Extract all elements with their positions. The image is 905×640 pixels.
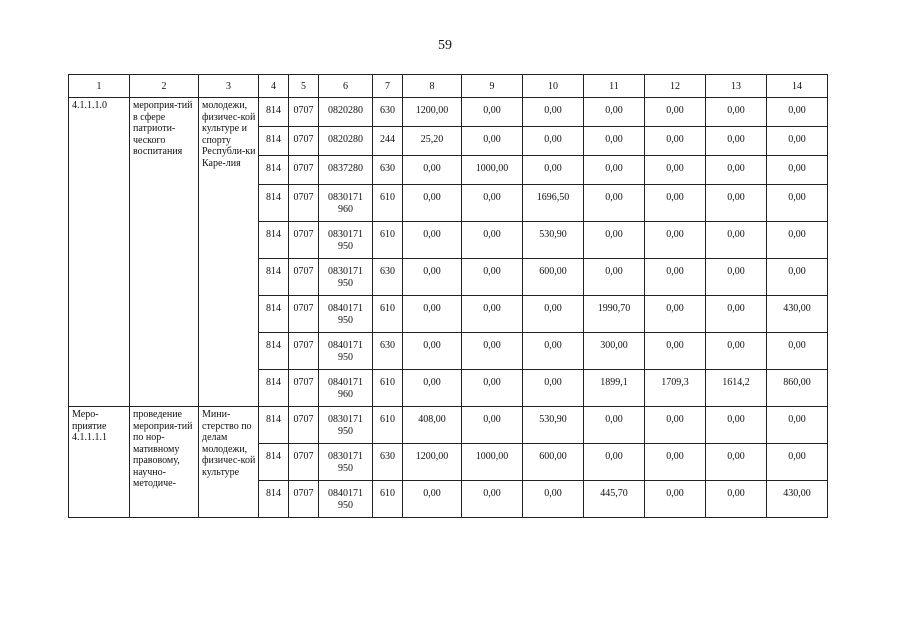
cell-value: 1200,00	[415, 451, 449, 462]
cell-value: 0707	[293, 134, 314, 145]
amount-cell	[584, 156, 645, 185]
cell-value: 0,00	[788, 134, 806, 145]
cell-value: 0,00	[423, 229, 441, 240]
amount-cell	[523, 333, 584, 370]
amount-cell	[767, 259, 828, 296]
code-cell	[373, 222, 403, 259]
cell-value: 0,00	[727, 414, 745, 425]
cell-value: 0,00	[483, 105, 501, 116]
code-cell	[373, 333, 403, 370]
cell-value: 814	[266, 488, 281, 499]
code-cell	[373, 98, 403, 127]
cell-value: 0707	[293, 414, 314, 425]
cell-value: 0,00	[666, 451, 684, 462]
cell-value: 814	[266, 340, 281, 351]
code-cell	[319, 444, 373, 481]
cell-value: 0,00	[788, 451, 806, 462]
cell-value: 0,00	[605, 134, 623, 145]
code-cell	[289, 333, 319, 370]
cell-value: 25,20	[420, 134, 444, 145]
code-cell	[373, 370, 403, 407]
code-cell	[259, 296, 289, 333]
code-cell	[319, 296, 373, 333]
code-cell	[319, 259, 373, 296]
header-row	[69, 75, 828, 98]
cell-value: 814	[266, 451, 281, 462]
amount-cell	[706, 407, 767, 444]
amount-cell	[706, 156, 767, 185]
cell-value: 530,90	[539, 414, 567, 425]
cell-value: 0830171 950	[328, 451, 363, 474]
code-cell	[319, 222, 373, 259]
code-cell	[259, 185, 289, 222]
amount-cell	[767, 98, 828, 127]
amount-cell	[462, 98, 523, 127]
cell-value: 610	[380, 192, 395, 203]
code-cell	[289, 156, 319, 185]
amount-cell	[645, 444, 706, 481]
amount-cell	[403, 259, 462, 296]
amount-cell	[645, 370, 706, 407]
table-row	[69, 407, 828, 444]
cell-value: 0,00	[666, 340, 684, 351]
cell-value: 0,00	[483, 266, 501, 277]
cell-value: 0840171 950	[328, 488, 363, 511]
amount-cell	[645, 259, 706, 296]
cell-value: 0,00	[483, 488, 501, 499]
amount-cell	[584, 222, 645, 259]
responsible-cell: молодежи, физичес-кой культуре и спорту Республи-ки Каре-лия	[199, 98, 259, 407]
amount-cell	[706, 185, 767, 222]
amount-cell	[523, 407, 584, 444]
amount-cell	[645, 127, 706, 156]
cell-value: 0,00	[727, 192, 745, 203]
code-cell	[289, 127, 319, 156]
amount-cell	[584, 185, 645, 222]
code-cell	[319, 185, 373, 222]
cell-value: 630	[380, 266, 395, 277]
cell-value: 600,00	[539, 266, 567, 277]
code-cell	[259, 407, 289, 444]
cell-value: 430,00	[783, 303, 811, 314]
cell-value: 630	[380, 105, 395, 116]
cell-value: 630	[380, 163, 395, 174]
amount-cell	[645, 222, 706, 259]
cell-value: 860,00	[783, 377, 811, 388]
cell-value: 814	[266, 105, 281, 116]
code-cell	[289, 259, 319, 296]
amount-cell	[584, 98, 645, 127]
column-header: 4	[259, 75, 289, 98]
activity-name-cell: проведение мероприя-тий по нор-мативному правовому, научно-методиче-	[130, 407, 199, 518]
cell-value: 0,00	[605, 105, 623, 116]
cell-value: 0,00	[788, 105, 806, 116]
cell-value: 0,00	[788, 266, 806, 277]
cell-value: 610	[380, 229, 395, 240]
cell-value: 0,00	[605, 414, 623, 425]
cell-value: 1990,70	[597, 303, 631, 314]
amount-cell	[403, 222, 462, 259]
cell-value: 0830171 950	[328, 414, 363, 437]
amount-cell	[706, 259, 767, 296]
cell-value: 814	[266, 266, 281, 277]
amount-cell	[403, 185, 462, 222]
column-header: 9	[462, 75, 523, 98]
amount-cell	[584, 259, 645, 296]
amount-cell	[584, 127, 645, 156]
code-cell	[319, 333, 373, 370]
cell-value: 0,00	[483, 303, 501, 314]
cell-value: 0,00	[483, 377, 501, 388]
code-cell	[319, 156, 373, 185]
code-cell	[289, 370, 319, 407]
cell-value: 0,00	[727, 451, 745, 462]
column-header: 13	[706, 75, 767, 98]
code-cell	[289, 185, 319, 222]
activity-code-cell: Меро-приятие 4.1.1.1.1	[69, 407, 130, 518]
cell-value: 430,00	[783, 488, 811, 499]
column-header: 14	[767, 75, 828, 98]
cell-value: 408,00	[418, 414, 446, 425]
code-cell	[319, 98, 373, 127]
cell-value: 445,70	[600, 488, 628, 499]
activity-name-cell: мероприя-тий в сфере патриоти-ческого воспитания	[130, 98, 199, 407]
column-header: 10	[523, 75, 584, 98]
cell-value: 814	[266, 163, 281, 174]
amount-cell	[706, 127, 767, 156]
cell-value: 0830171 950	[328, 266, 363, 289]
cell-value: 610	[380, 414, 395, 425]
budget-table	[68, 74, 828, 518]
amount-cell	[767, 370, 828, 407]
amount-cell	[645, 185, 706, 222]
amount-cell	[767, 481, 828, 518]
code-cell	[259, 333, 289, 370]
cell-value: 0,00	[544, 340, 562, 351]
code-cell	[373, 481, 403, 518]
amount-cell	[523, 222, 584, 259]
amount-cell	[645, 481, 706, 518]
cell-value: 0820280	[328, 134, 363, 145]
code-cell	[259, 481, 289, 518]
amount-cell	[645, 98, 706, 127]
amount-cell	[645, 333, 706, 370]
cell-value: 1899,1	[600, 377, 628, 388]
cell-value: 0,00	[727, 266, 745, 277]
column-header: 7	[373, 75, 403, 98]
amount-cell	[584, 481, 645, 518]
amount-cell	[523, 185, 584, 222]
cell-value: 0707	[293, 163, 314, 174]
table-row	[69, 98, 828, 127]
cell-value: 0,00	[727, 303, 745, 314]
amount-cell	[767, 185, 828, 222]
responsible-cell: Мини-стерство по делам молодежи, физичес-кой культуре	[199, 407, 259, 518]
cell-value: 0840171 950	[328, 340, 363, 363]
cell-value: 814	[266, 303, 281, 314]
amount-cell	[706, 296, 767, 333]
amount-cell	[584, 444, 645, 481]
cell-value: 0,00	[666, 192, 684, 203]
cell-value: 0,00	[605, 451, 623, 462]
amount-cell	[462, 370, 523, 407]
cell-value: 0,00	[544, 134, 562, 145]
cell-value: 0,00	[788, 192, 806, 203]
cell-value: 610	[380, 488, 395, 499]
cell-value: 0707	[293, 451, 314, 462]
cell-value: 0,00	[483, 229, 501, 240]
amount-cell	[523, 98, 584, 127]
cell-value: 814	[266, 377, 281, 388]
code-cell	[319, 407, 373, 444]
cell-value: 0,00	[423, 192, 441, 203]
cell-value: 0707	[293, 488, 314, 499]
code-cell	[373, 185, 403, 222]
code-cell	[259, 370, 289, 407]
code-cell	[373, 127, 403, 156]
amount-cell	[523, 481, 584, 518]
cell-value: 814	[266, 414, 281, 425]
cell-value: 0,00	[727, 134, 745, 145]
amount-cell	[462, 127, 523, 156]
column-header: 11	[584, 75, 645, 98]
amount-cell	[523, 296, 584, 333]
cell-value: 0707	[293, 105, 314, 116]
amount-cell	[584, 296, 645, 333]
cell-value: 0,00	[666, 229, 684, 240]
cell-value: 0,00	[423, 266, 441, 277]
amount-cell	[645, 296, 706, 333]
cell-value: 0707	[293, 229, 314, 240]
code-cell	[259, 98, 289, 127]
amount-cell	[462, 333, 523, 370]
cell-value: 0,00	[483, 340, 501, 351]
cell-value: 0837280	[328, 163, 363, 174]
amount-cell	[523, 156, 584, 185]
amount-cell	[767, 333, 828, 370]
amount-cell	[706, 222, 767, 259]
amount-cell	[462, 407, 523, 444]
amount-cell	[462, 222, 523, 259]
column-header: 2	[130, 75, 199, 98]
cell-value: 0,00	[423, 303, 441, 314]
cell-value: 0,00	[666, 414, 684, 425]
cell-value: 0,00	[788, 229, 806, 240]
column-header: 6	[319, 75, 373, 98]
amount-cell	[706, 370, 767, 407]
cell-value: 0,00	[544, 163, 562, 174]
cell-value: 0707	[293, 377, 314, 388]
cell-value: 0,00	[666, 266, 684, 277]
cell-value: 0,00	[727, 163, 745, 174]
amount-cell	[462, 156, 523, 185]
cell-value: 0,00	[666, 488, 684, 499]
code-cell	[373, 259, 403, 296]
cell-value: 0,00	[788, 414, 806, 425]
code-cell	[319, 127, 373, 156]
cell-value: 814	[266, 192, 281, 203]
cell-value: 0,00	[727, 488, 745, 499]
amount-cell	[403, 370, 462, 407]
code-cell	[373, 296, 403, 333]
cell-value: 0,00	[666, 163, 684, 174]
cell-value: 0,00	[544, 105, 562, 116]
code-cell	[373, 156, 403, 185]
amount-cell	[767, 444, 828, 481]
amount-cell	[767, 156, 828, 185]
code-cell	[259, 222, 289, 259]
page-number: 59	[438, 38, 452, 53]
code-cell	[259, 259, 289, 296]
code-cell	[289, 407, 319, 444]
cell-value: 0,00	[666, 105, 684, 116]
amount-cell	[706, 333, 767, 370]
cell-value: 814	[266, 229, 281, 240]
cell-value: 0,00	[605, 163, 623, 174]
cell-value: 0,00	[483, 414, 501, 425]
column-header: 8	[403, 75, 462, 98]
amount-cell	[403, 333, 462, 370]
code-cell	[289, 481, 319, 518]
cell-value: 0707	[293, 192, 314, 203]
cell-value: 0,00	[483, 192, 501, 203]
cell-value: 0,00	[544, 377, 562, 388]
cell-value: 630	[380, 340, 395, 351]
code-cell	[319, 481, 373, 518]
cell-value: 530,90	[539, 229, 567, 240]
amount-cell	[523, 444, 584, 481]
column-header: 5	[289, 75, 319, 98]
amount-cell	[767, 407, 828, 444]
amount-cell	[462, 296, 523, 333]
cell-value: 0,00	[605, 266, 623, 277]
amount-cell	[462, 185, 523, 222]
amount-cell	[523, 370, 584, 407]
cell-value: 0,00	[788, 340, 806, 351]
cell-value: 630	[380, 451, 395, 462]
cell-value: 0,00	[666, 134, 684, 145]
amount-cell	[584, 370, 645, 407]
cell-value: 300,00	[600, 340, 628, 351]
cell-value: 0,00	[423, 488, 441, 499]
cell-value: 600,00	[539, 451, 567, 462]
amount-cell	[403, 444, 462, 481]
amount-cell	[645, 407, 706, 444]
amount-cell	[706, 444, 767, 481]
cell-value: 0,00	[544, 488, 562, 499]
code-cell	[319, 370, 373, 407]
cell-value: 0830171 960	[328, 192, 363, 215]
code-cell	[289, 98, 319, 127]
code-cell	[259, 156, 289, 185]
cell-value: 0,00	[423, 340, 441, 351]
cell-value: 610	[380, 303, 395, 314]
cell-value: 0840171 950	[328, 303, 363, 326]
amount-cell	[403, 407, 462, 444]
column-header: 3	[199, 75, 259, 98]
code-cell	[259, 127, 289, 156]
cell-value: 1614,2	[722, 377, 750, 388]
cell-value: 0,00	[666, 303, 684, 314]
cell-value: 0,00	[727, 340, 745, 351]
amount-cell	[523, 259, 584, 296]
cell-value: 1709,3	[661, 377, 689, 388]
cell-value: 610	[380, 377, 395, 388]
column-header: 1	[69, 75, 130, 98]
code-cell	[259, 444, 289, 481]
cell-value: 1200,00	[415, 105, 449, 116]
table-body	[69, 75, 828, 518]
code-cell	[289, 296, 319, 333]
amount-cell	[523, 127, 584, 156]
code-cell	[289, 222, 319, 259]
cell-value: 0,00	[727, 105, 745, 116]
cell-value: 0,00	[544, 303, 562, 314]
cell-value: 0830171 950	[328, 229, 363, 252]
amount-cell	[767, 296, 828, 333]
cell-value: 244	[380, 134, 395, 145]
amount-cell	[403, 296, 462, 333]
cell-value: 0707	[293, 266, 314, 277]
amount-cell	[706, 481, 767, 518]
cell-value: 0,00	[423, 163, 441, 174]
amount-cell	[645, 156, 706, 185]
cell-value: 0,00	[605, 192, 623, 203]
cell-value: 0840171 960	[328, 377, 363, 400]
cell-value: 0,00	[727, 229, 745, 240]
column-header: 12	[645, 75, 706, 98]
activity-code-cell: 4.1.1.1.0	[69, 98, 130, 407]
amount-cell	[584, 407, 645, 444]
amount-cell	[462, 481, 523, 518]
amount-cell	[767, 127, 828, 156]
cell-value: 0,00	[483, 134, 501, 145]
cell-value: 0707	[293, 340, 314, 351]
cell-value: 0,00	[788, 163, 806, 174]
cell-value: 0820280	[328, 105, 363, 116]
amount-cell	[584, 333, 645, 370]
amount-cell	[462, 444, 523, 481]
code-cell	[289, 444, 319, 481]
amount-cell	[403, 481, 462, 518]
cell-value: 0,00	[605, 229, 623, 240]
cell-value: 1696,50	[536, 192, 570, 203]
code-cell	[373, 407, 403, 444]
amount-cell	[403, 156, 462, 185]
code-cell	[373, 444, 403, 481]
cell-value: 0,00	[423, 377, 441, 388]
amount-cell	[403, 127, 462, 156]
cell-value: 1000,00	[475, 163, 509, 174]
amount-cell	[706, 98, 767, 127]
amount-cell	[403, 98, 462, 127]
cell-value: 1000,00	[475, 451, 509, 462]
cell-value: 0707	[293, 303, 314, 314]
amount-cell	[767, 222, 828, 259]
amount-cell	[462, 259, 523, 296]
cell-value: 814	[266, 134, 281, 145]
